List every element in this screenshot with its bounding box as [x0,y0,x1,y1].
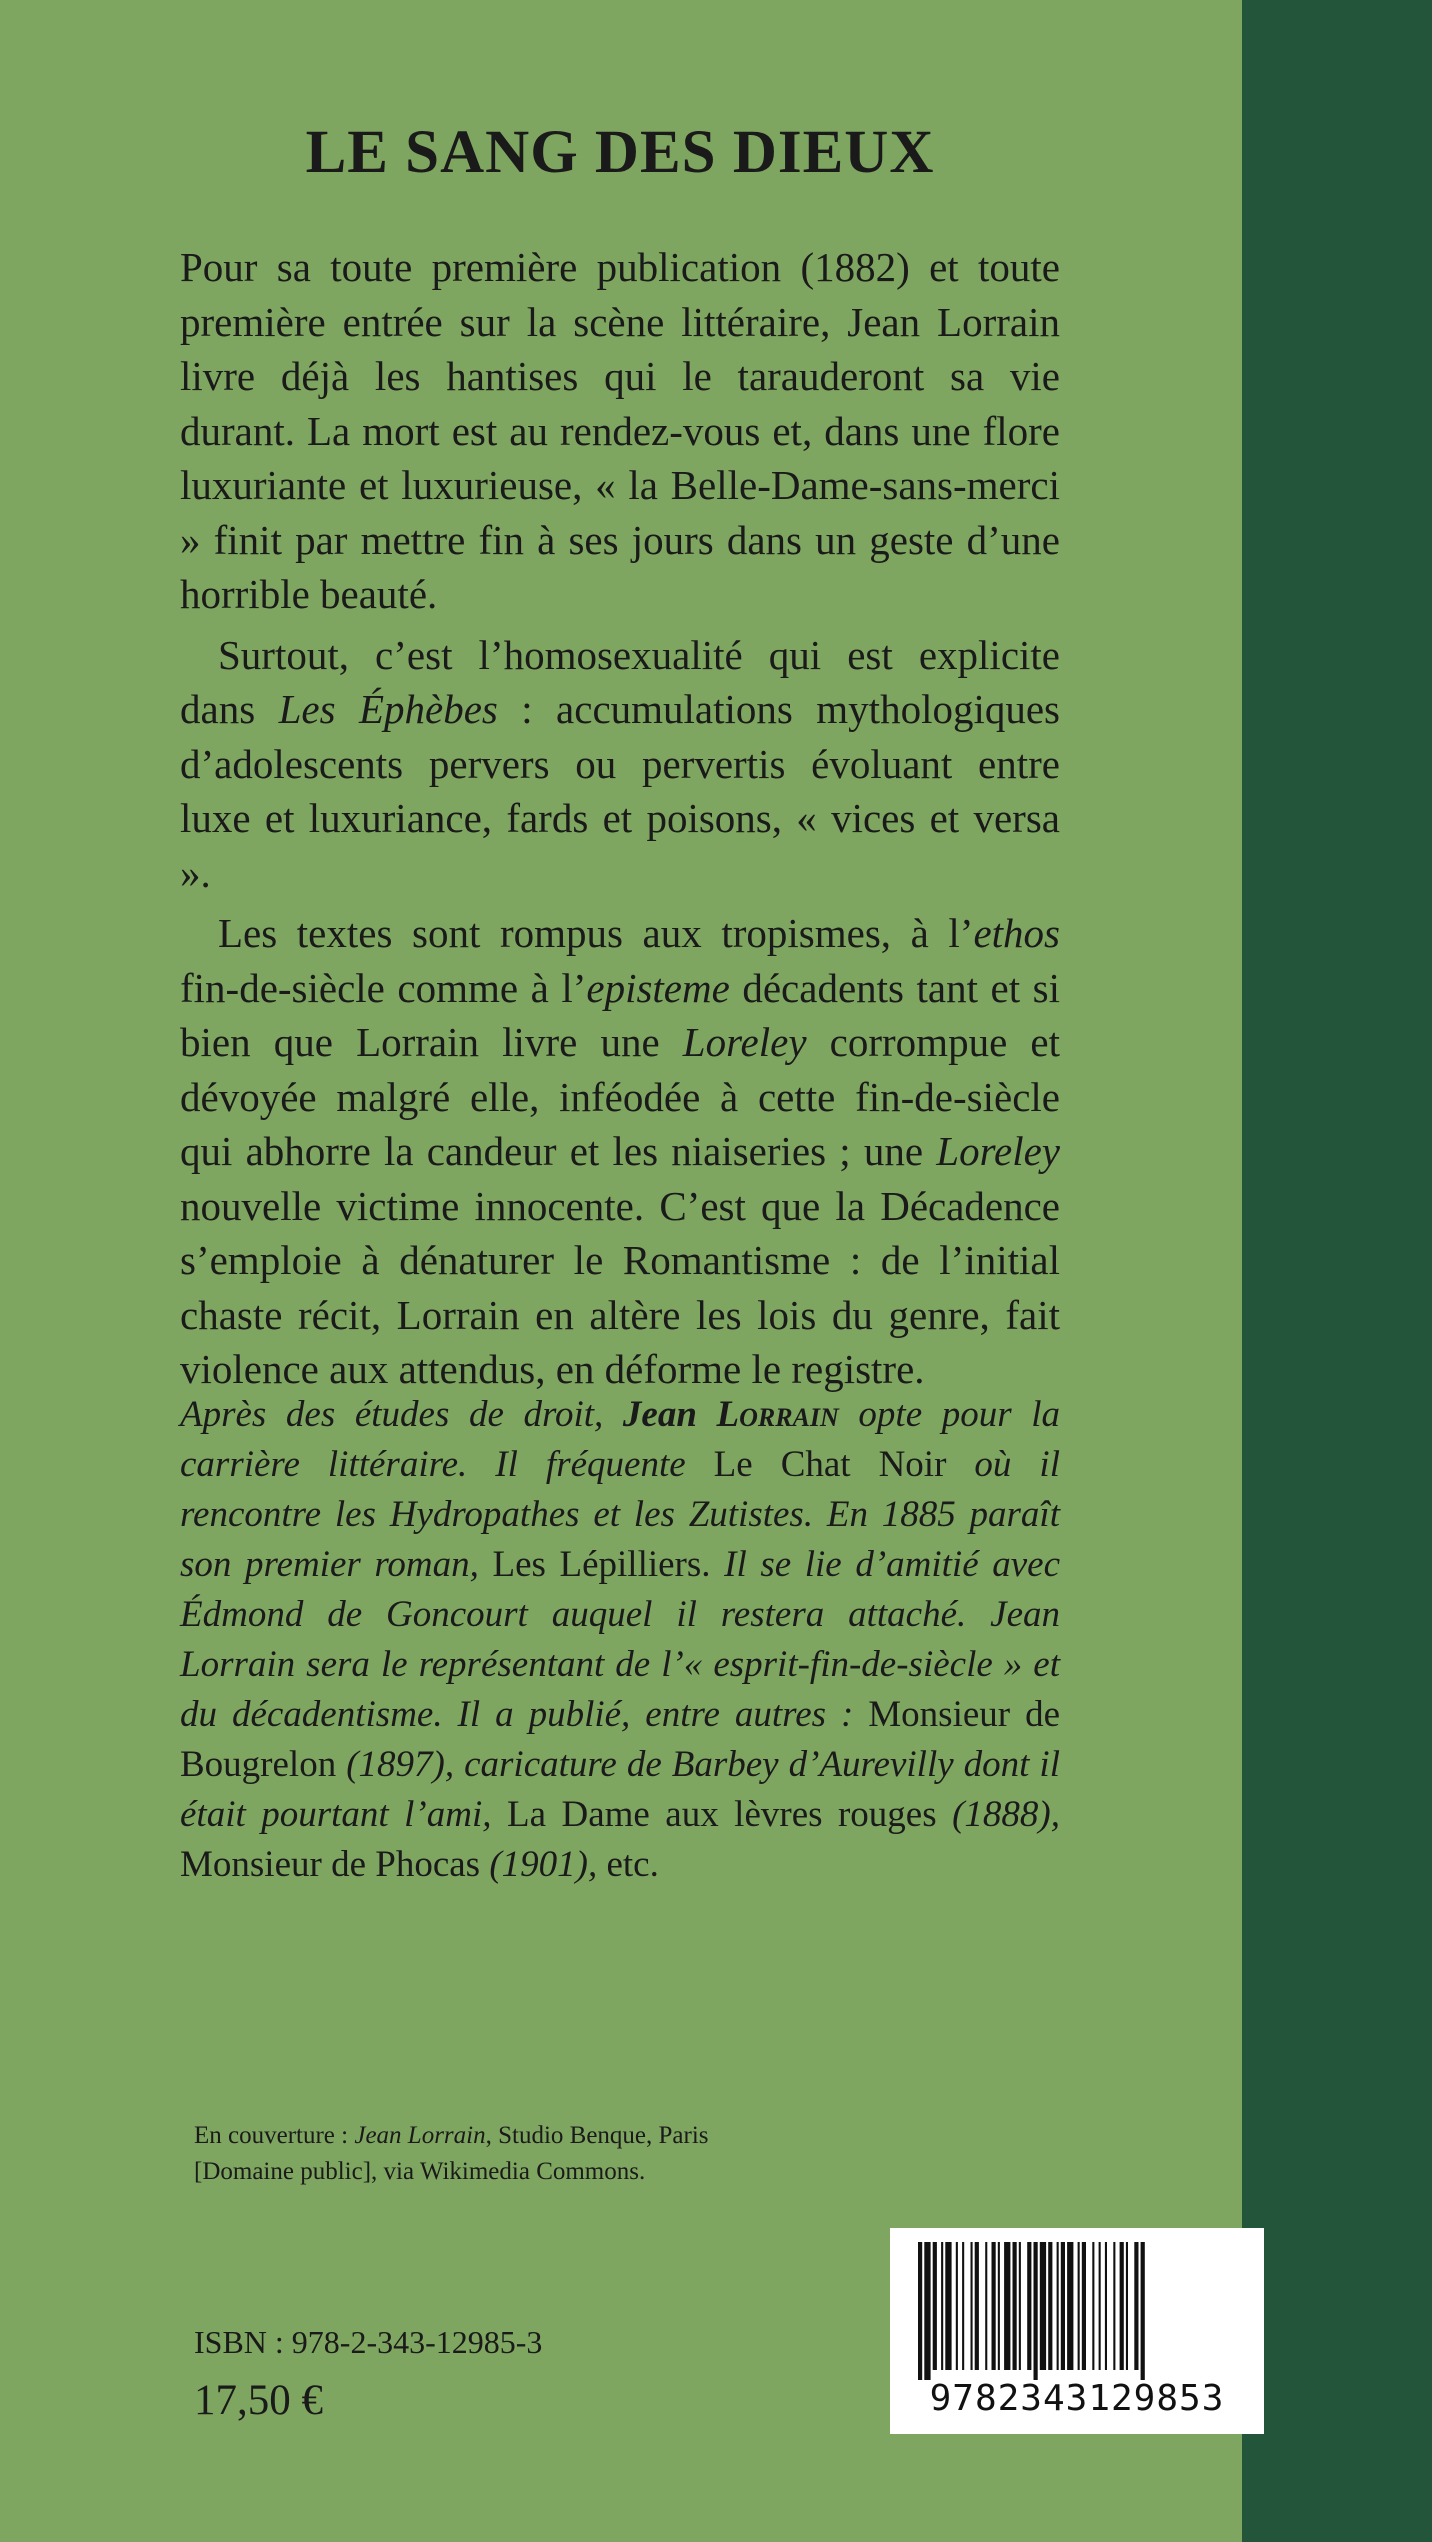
barcode-bar [1082,2242,1086,2370]
barcode-bar [1078,2242,1080,2370]
price: 17,50 € [194,2377,323,2424]
barcode-bar [918,2242,922,2380]
barcode-bar [1027,2242,1031,2370]
barcode-bar [1141,2242,1145,2380]
work-title: Les Éphèbes [278,686,498,732]
barcode-bar [1126,2242,1128,2370]
barcode-bar [985,2242,987,2370]
barcode-bar [1048,2242,1052,2370]
barcode-bar [1013,2242,1017,2370]
blurb-paragraph-1: Pour sa toute première publication (1882) et toute première entrée sur la scène littéraire, Jean Lorrain livre déjà les hantises qui le tarauderont sa vie durant. La mort est au rendez-vous et, dans une flore luxuriante et luxurieuse, « la Belle-Dame-sans-merci » finit par mettre fin à ses jours dans un geste d’une horrible beauté. [180,244,1060,617]
barcode-bar [998,2242,1000,2370]
isbn: ISBN : 978-2-343-12985-3 [194,2324,543,2360]
blurb-paragraph-3: Les textes sont rompus aux tropismes, à l’ethos fin-de-siècle comme à l’episteme décadents tant et si bien que Lorrain livre une Loreley corrompue et dévoyée malgré elle, inféodée à cette fin-de-siècle qui abhorre la candeur et les niaiseries ; une Loreley nouvelle victime innocente. C’est que la Décadence s’emploie à dénaturer le Romantisme : de l’initial chaste récit, Lorrain en altère les lois du genre, fait violence aux attendus, en déforme le registre. [180,910,1061,1392]
blurb-paragraph-2: Surtout, c’est l’homosexualité qui est explicite dans Les Éphèbes : accumulations mythologiques d’adolescents pervers ou pervertis évoluant entre luxe et luxuriance, fards et poisons, « vices et versa ». [180,631,1061,896]
barcode-bar [933,2242,937,2370]
barcode-bar [1061,2242,1065,2370]
cover-credit: En couverture : Jean Lorrain, Studio Benque, Paris [Domaine public], via Wikimedia Commons. [194,2122,709,2185]
book-title: LE SANG DES DIEUX [305,119,935,186]
barcode-bar [971,2242,973,2370]
blurb [180,240,1060,1397]
barcode-bar [956,2242,958,2370]
barcode-bar [1019,2242,1021,2370]
barcode-bar [1034,2242,1038,2380]
barcode-bar [1004,2242,1010,2370]
barcode-bar [1092,2242,1094,2370]
barcode [890,2228,1264,2434]
barcode-bar [924,2242,930,2380]
barcode-bar [975,2242,979,2370]
barcode-bar [1040,2242,1046,2370]
spine-band [1242,0,1432,2542]
author-bio: Après des études de droit, Jean Lorrain opte pour la carrière littéraire. Il fréquente Le Chat Noir où il rencontre les Hydropathes et les Zutistes. En 1885 paraît son premier roman, Les Lépilliers. Il se lie d’amitié avec Édmond de Goncourt auquel il restera attaché. Jean Lorrain sera le représentant de l’« esprit-fin-de-siècle » et du décadentisme. Il a publié, entre autres : Monsieur de Bougrelon (1897), caricature de Barbey d’Aurevilly dont il était pourtant l’ami, La Dame aux lèvres rouges (1888), Monsieur de Phocas (1901), etc. [180,1394,1060,1885]
barcode-digits: 9782343129853 [929,2378,1225,2419]
barcode-bar [1099,2242,1101,2370]
barcode-bar [1057,2242,1059,2370]
barcode-bar [992,2242,996,2370]
barcode-bar [962,2242,964,2370]
barcode-bar [1105,2242,1107,2370]
barcode-bar [1134,2242,1138,2370]
barcode-bar [1113,2242,1115,2370]
barcode-bar [941,2242,943,2370]
barcode-bar [1067,2242,1073,2370]
barcode-bar [1120,2242,1124,2370]
author-name: Jean Lorrain [622,1394,839,1435]
barcode-bar [945,2242,951,2370]
